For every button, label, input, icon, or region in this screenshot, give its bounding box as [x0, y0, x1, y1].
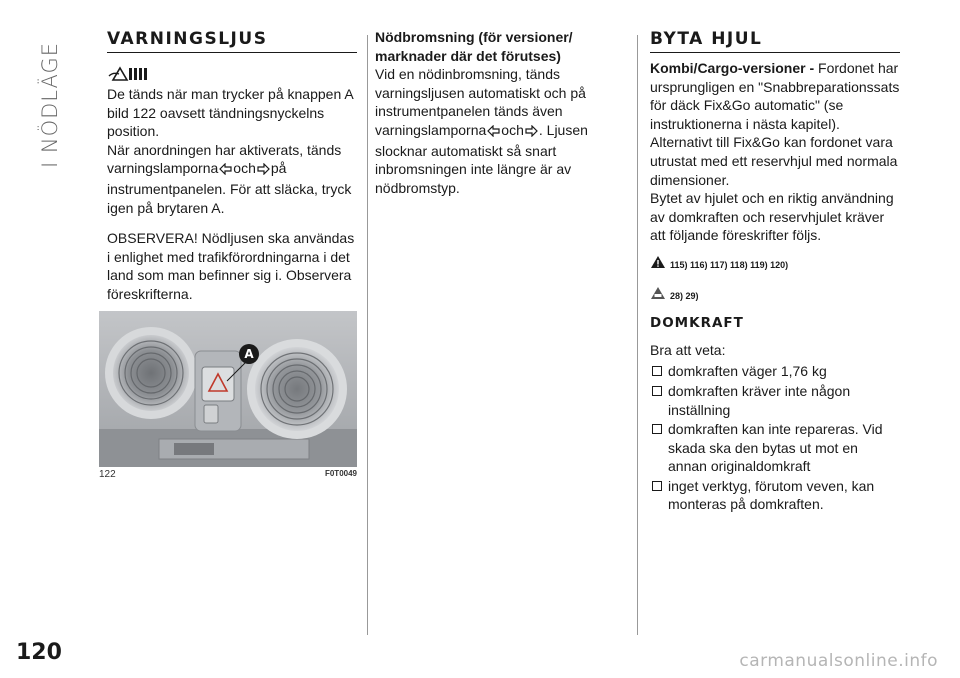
warning-triangle-icon [650, 255, 670, 276]
list-item: domkraften kan inte repareras. Vid skada ska den bytas ut mot en annan originaldomkraft [650, 420, 900, 476]
figure-caption [99, 469, 357, 480]
subtitle-domkraft: DOMKRAFT [650, 315, 744, 332]
intro-text: Bra att veta: [650, 341, 726, 358]
bullet-box-icon [652, 366, 662, 376]
hazard-warning-icon [107, 59, 357, 85]
section-title-varningsljus: VARNINGSLJUS [107, 28, 357, 53]
paragraph-1: De tänds när man trycker på knappen A bild 122 oavsett tändningsnyckelns position. [107, 86, 353, 140]
turn-signal-left-icon [487, 123, 500, 142]
list-item: inget verktyg, förutom veven, kan monteras på domkraften. [650, 477, 900, 514]
warning-references: 115) 116) 117) 118) 119) 120) [650, 255, 900, 276]
column-divider-right [637, 35, 638, 635]
figure-code: F0T0049 [324, 469, 357, 478]
left-column [107, 28, 357, 304]
bullet-box-icon [652, 424, 662, 434]
dashboard-photo [99, 311, 357, 467]
list-item: domkraften kräver inte någon inställning [650, 382, 900, 419]
section-title-byta-hjul: BYTA HJUL [650, 28, 900, 53]
paragraph-2: När anordningen har aktiverats, tänds varningslamporna och på instrumentpanelen. För att släcka, tryck igen på brytaren A. [107, 141, 352, 216]
watermark: carmanualsonline.info [739, 651, 938, 671]
emergency-braking-text: Vid en nödinbromsning, tänds varningsljusen automatiskt och på instrumentpanelen tänds även varningslamporna och . Ljusen slocknar automatiskt så snart inbromsningen inte längre är av nödbromstyp. [375, 66, 588, 196]
column-divider-left [367, 35, 368, 635]
note-references: 28) 29) [650, 286, 900, 307]
versions-paragraph: Kombi/Cargo-versioner - Fordonet har ursprungligen en "Snabbreparationssats för däck Fix&Go automatic" (se instruktionerna i nästa kapitel). Alternativt till Fix&Go kan fordonet vara utrustat med ett reservhjul med normala dimensioner. [650, 60, 900, 188]
bullet-box-icon [652, 481, 662, 491]
turn-signal-left-icon [219, 161, 232, 180]
list-item: domkraften väger 1,76 kg [650, 362, 900, 381]
chapter-side-title: I NÖDLÄGE [38, 42, 62, 168]
right-column [650, 28, 900, 514]
emergency-braking-heading: Nödbromsning (för versioner/ marknader där det förutses) [375, 29, 573, 64]
figure-number: 122 [99, 469, 116, 480]
paragraph-3: OBSERVERA! Nödljusen ska användas i enlighet med trafikförordningarna i det land som man befinner sig i. Observera föreskrifterna. [107, 230, 355, 302]
figure-label-a: A [244, 347, 254, 361]
turn-signal-right-icon [525, 123, 538, 142]
bullet-box-icon [652, 386, 662, 396]
middle-column [375, 28, 615, 197]
note-icon [650, 286, 670, 307]
turn-signal-right-icon [257, 161, 270, 180]
procedure-paragraph: Bytet av hjulet och en riktig användning av domkraften och reservhjulet kräver att följande föreskrifter följs. [650, 190, 894, 244]
page-number: 120 [16, 640, 62, 665]
